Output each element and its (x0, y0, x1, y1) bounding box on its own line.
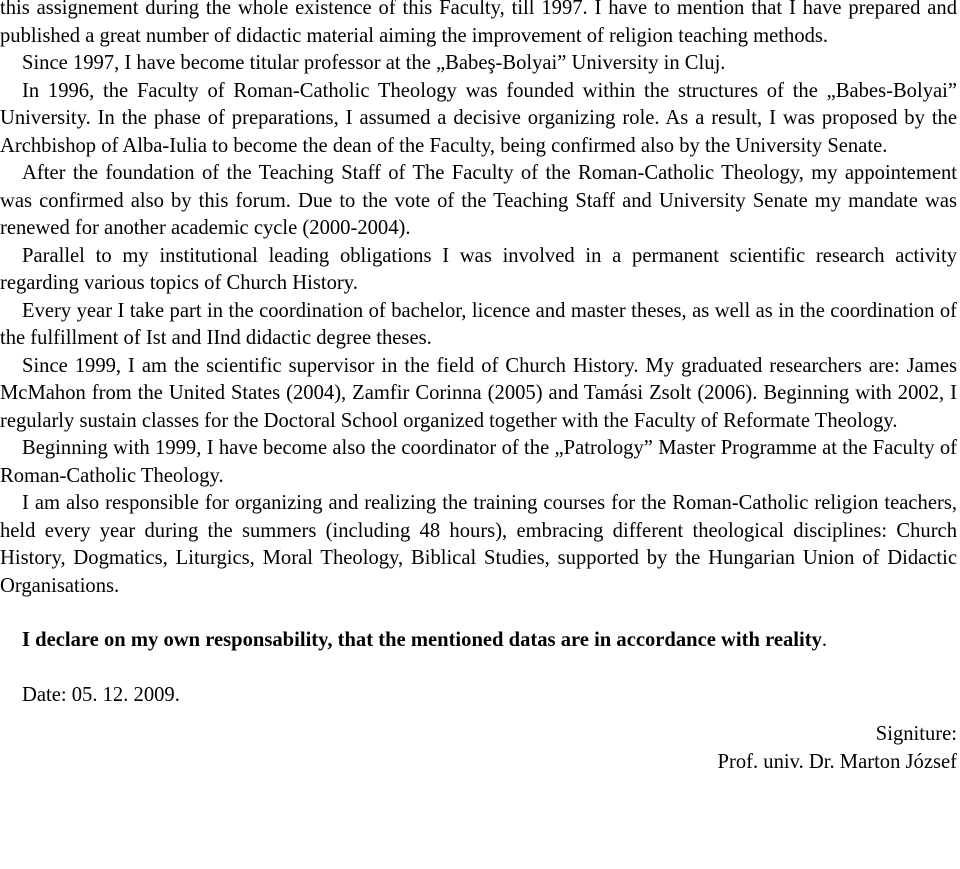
document-date: Date: 05. 12. 2009. (22, 683, 180, 706)
paragraph-faculty-founding: In 1996, the Faculty of Roman-Catholic Theology was founded within the structures of the „Babes-Bolyai” University. In the phase of preparations, I assumed a decisive organizing role. As a result, I was proposed by the Archbishop of Alba-Iulia to become the dean of the Faculty, being confirmed also by the University Senate. (0, 79, 957, 157)
signature-name: Prof. univ. Dr. Marton József (717, 750, 957, 773)
paragraph-theses-coordination: Every year I take part in the coordination of bachelor, licence and master theses, as well as in the coordination of the fulfillment of Ist and IInd didactic degree theses. (0, 299, 957, 349)
paragraph-teaching-staff: After the foundation of the Teaching Staff of The Faculty of the Roman-Catholic Theology, my appointement was confirmed also by this forum. Due to the vote of the Teaching Staff and University Senate my mandate was renewed for another academic cycle (2000-2004). (0, 162, 957, 239)
paragraph-research-activity: Parallel to my institutional leading obligations I was involved in a permanent scientific research activity regarding various topics of Church History. (0, 244, 957, 294)
declaration-period: . (821, 629, 828, 651)
signature-block (0, 721, 957, 776)
paragraph-titular-professor: Since 1997, I have become titular professor at the „Babeş-Bolyai” University in Cluj. (22, 52, 726, 74)
signature-label: Signiture: (875, 723, 957, 745)
declaration-text: I declare on my own responsability, that the mentioned datas are in accordance with reality (22, 629, 822, 651)
paragraph-faculty-assignment: this assignement during the whole existence of this Faculty, till 1997. I have to mention that I have prepared and published a great number of didactic material aiming the improvement of religion teaching methods. (0, 0, 957, 47)
paragraph-scientific-supervisor: Since 1999, I am the scientific supervisor in the field of Church History. My graduated researchers are: James McMahon from the United States (2004), Zamfir Corinna (2005) and Tamási Zsolt (2006). Beginning with 2002, I regularly sustain classes for the Doctoral School organized together with the Faculty of Reformate Theology. (0, 354, 957, 432)
declaration (0, 627, 957, 655)
paragraph-patrology-programme: Beginning with 1999, I have become also the coordinator of the „Patrology” Master Programme at the Faculty of Roman-Catholic Theology. (0, 437, 957, 487)
paragraph-training-courses: I am also responsible for organizing and realizing the training courses for the Roman-Catholic religion teachers, held every year during the summers (including 48 hours), embracing different theological disciplines: Church History, Dogmatics, Liturgics, Moral Theology, Biblical Studies, supported by the Hungarian Union of Didactic Organisations. (0, 492, 957, 597)
